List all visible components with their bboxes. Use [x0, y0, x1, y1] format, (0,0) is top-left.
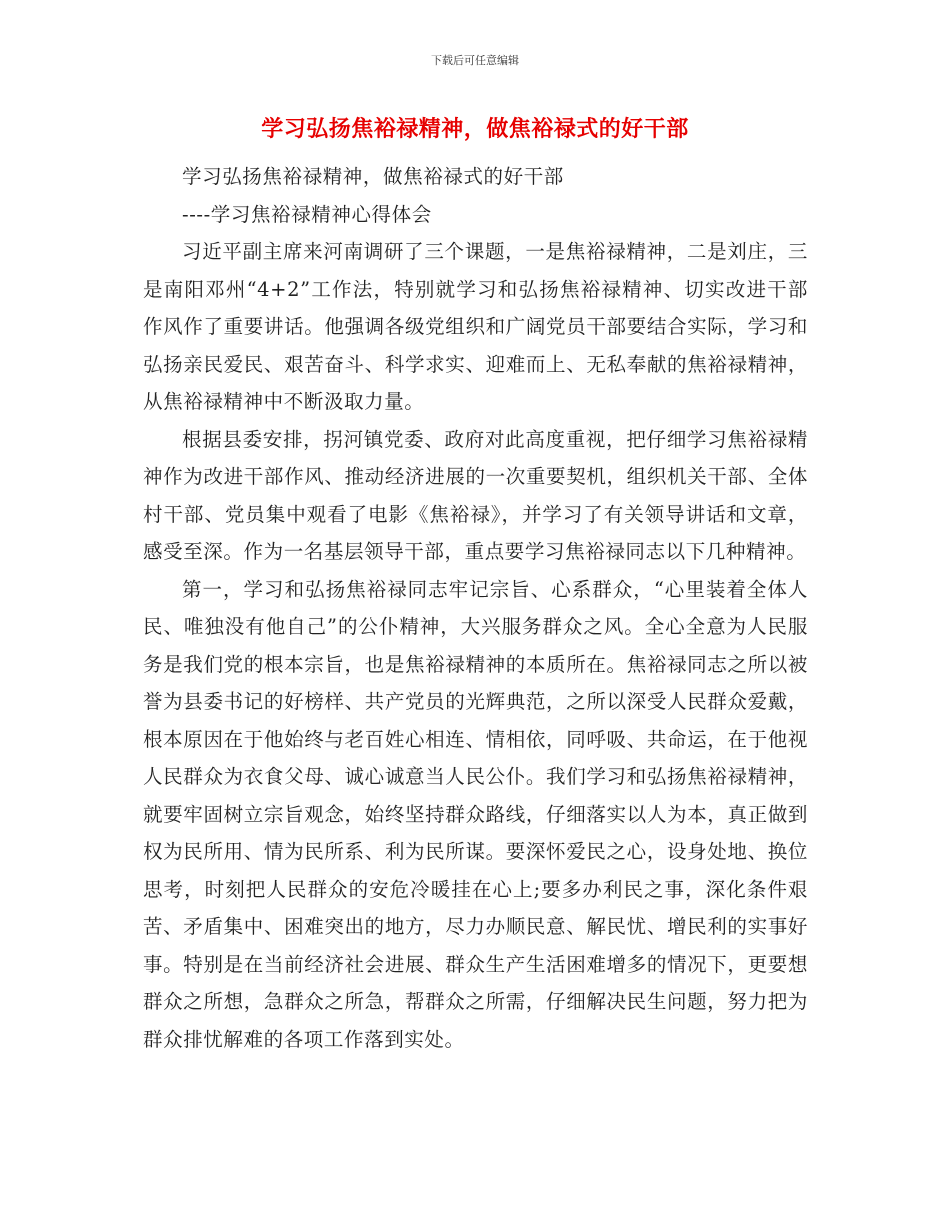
page-header-note: 下载后可任意编辑: [431, 54, 519, 67]
body-paragraph-subheading: ----学习焦裕禄精神心得体会: [182, 202, 432, 226]
document-body: [143, 158, 808, 1058]
body-paragraph: 根据县委安排，拐河镇党委、政府对此高度重视，把仔细学习焦裕禄精神作为改进干部作风、推动经济进展的一次重要契机，组织机关干部、全体村干部、党员集中观看了电影《焦裕禄》，并学习了有关领导讲话和文章，感受至深。作为一名基层领导干部，重点要学习焦裕禄同志以下几种精神。: [143, 427, 808, 563]
body-paragraph: 习近平副主席来河南调研了三个课题，一是焦裕禄精神，二是刘庄，三是南阳邓州“4+2”工作法，特别就学习和弘扬焦裕禄精神、切实改进干部作风作了重要讲话。他强调各级党组织和广阔党员干部要结合实际，学习和弘扬亲民爱民、艰苦奋斗、科学求实、迎难而上、无私奉献的焦裕禄精神，从焦裕禄精神中不断汲取力量。: [143, 240, 808, 413]
document-title: 学习弘扬焦裕禄精神，做焦裕禄式的好干部: [261, 117, 689, 142]
body-paragraph: 第一，学习和弘扬焦裕禄同志牢记宗旨、心系群众，“心里装着全体人民、唯独没有他自己”的公仆精神，大兴服务群众之风。全心全意为人民服务是我们党的根本宗旨，也是焦裕禄精神的本质所在。焦裕禄同志之所以被誉为县委书记的好榜样、共产党员的光辉典范，之所以深受人民群众爱戴，根本原因在于他始终与老百姓心相连、情相依，同呼吸、共命运，在于他视人民群众为衣食父母、诚心诚意当人民公仆。我们学习和弘扬焦裕禄精神，就要牢固树立宗旨观念，始终坚持群众路线，仔细落实以人为本，真正做到权为民所用、情为民所系、利为民所谋。要深怀爱民之心，设身处地、换位思考，时刻把人民群众的安危冷暖挂在心上;要多办利民之事，深化条件艰苦、矛盾集中、困难突出的地方，尽力办顺民意、解民忧、增民利的实事好事。特别是在当前经济社会进展、群众生产生活困难增多的情况下，更要想群众之所想，急群众之所急，帮群众之所需，仔细解决民生问题，努力把为群众排忧解难的各项工作落到实处。: [143, 577, 808, 1051]
body-paragraph-subtitle: 学习弘扬焦裕禄精神，做焦裕禄式的好干部: [182, 165, 564, 188]
